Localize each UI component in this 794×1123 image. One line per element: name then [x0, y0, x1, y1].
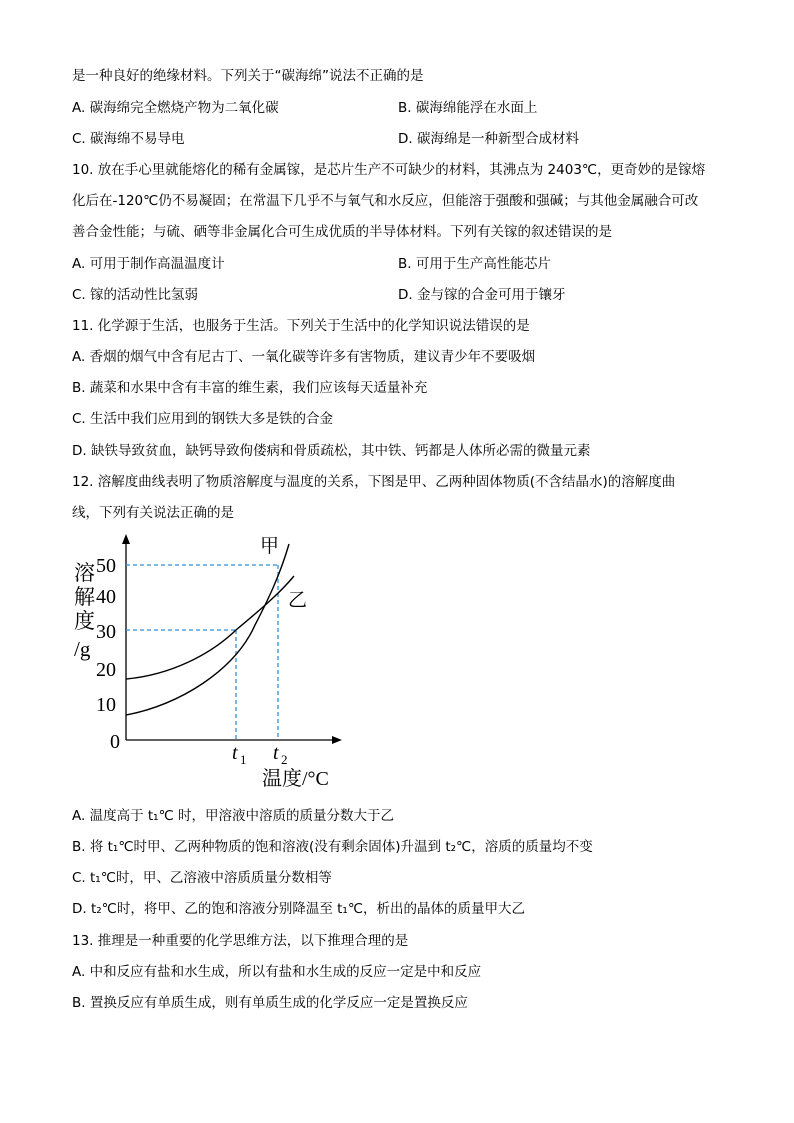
q12-stem-line2: 线，下列有关说法正确的是: [72, 505, 234, 521]
solubility-curve-chart: [60, 530, 360, 795]
y-axis-arrow: [122, 534, 130, 544]
y-label-char-2: 解: [74, 585, 95, 609]
y-tick-20: 20: [96, 659, 116, 681]
q10-stem-line3: 善合金性能；与硫、硒等非金属化合可生成优质的半导体材料。下列有关镓的叙述错误的是: [72, 224, 612, 240]
x-tick-t2: t: [273, 742, 279, 764]
q11-option-c: C. 生活中我们应用到的钢铁大多是铁的合金: [72, 411, 334, 427]
y-label-char-1: 溶: [74, 561, 95, 585]
q10-option-c: C. 镓的活动性比氢弱: [72, 287, 199, 303]
y-label-char-3: 度: [74, 609, 95, 633]
q12-option-c: C. t₁℃时，甲、乙溶液中溶质质量分数相等: [72, 870, 332, 886]
q9-option-c: C. 碳海绵不易导电: [72, 131, 185, 147]
q9-option-b: B. 碳海绵能浮在水面上: [398, 100, 538, 116]
x-tick-t1: t: [232, 742, 238, 764]
y-label-char-4: /g: [74, 637, 91, 661]
q11-option-b: B. 蔬菜和水果中含有丰富的维生素，我们应该每天适量补充: [72, 380, 428, 396]
q10-stem-line1: 10. 放在手心里就能熔化的稀有金属镓，是芯片生产不可缺少的材料，其沸点为 2403℃，更奇妙的是镓熔: [72, 162, 706, 178]
q10-option-a: A. 可用于制作高温温度计: [72, 256, 225, 272]
q12-option-a: A. 温度高于 t₁℃ 时，甲溶液中溶质的质量分数大于乙: [72, 808, 395, 824]
curve-yi: [126, 576, 294, 679]
q10-option-b: B. 可用于生产高性能芯片: [398, 256, 551, 272]
q9-option-d: D. 碳海绵是一种新型合成材料: [398, 131, 579, 147]
q13-option-a: A. 中和反应有盐和水生成，所以有盐和水生成的反应一定是中和反应: [72, 964, 482, 980]
y-tick-40: 40: [96, 586, 116, 608]
q12-option-d: D. t₂℃时，将甲、乙的饱和溶液分别降温至 t₁℃，析出的晶体的质量甲大乙: [72, 901, 526, 917]
series-label-yi: 乙: [288, 590, 308, 611]
x-label: 温度/°C: [262, 768, 329, 790]
x-tick-t1-sub: 1: [240, 752, 247, 767]
q9-option-a: A. 碳海绵完全燃烧产物为二氧化碳: [72, 100, 279, 116]
y-tick-10: 10: [96, 694, 116, 716]
x-tick-t2-sub: 2: [281, 752, 288, 767]
y-tick-50: 50: [96, 555, 116, 577]
q9-stem: 是一种良好的绝缘材料。下列关于“碳海绵”说法不正确的是: [72, 68, 424, 84]
x-axis-arrow: [332, 736, 342, 744]
q10-stem-line2: 化后在-120℃仍不易凝固；在常温下几乎不与氧气和水反应，但能溶于强酸和强碱；与其他金属融合可改: [72, 193, 699, 209]
q13-stem: 13. 推理是一种重要的化学思维方法，以下推理合理的是: [72, 933, 409, 949]
y-tick-0: 0: [110, 731, 120, 753]
series-label-jia: 甲: [260, 536, 280, 557]
q11-option-d: D. 缺铁导致贫血，缺钙导致佝偻病和骨质疏松，其中铁、钙都是人体所必需的微量元素: [72, 443, 591, 459]
q12-option-b: B. 将 t₁℃时甲、乙两种物质的饱和溶液(没有剩余固体)升温到 t₂℃，溶质的质量均不变: [72, 839, 593, 855]
q11-option-a: A. 香烟的烟气中含有尼古丁、一氧化碳等许多有害物质，建议青少年不要吸烟: [72, 349, 536, 365]
q12-stem-line1: 12. 溶解度曲线表明了物质溶解度与温度的关系，下图是甲、乙两种固体物质(不含结晶水)的溶解度曲: [72, 474, 676, 490]
y-tick-30: 30: [96, 621, 116, 643]
q10-option-d: D. 金与镓的合金可用于镶牙: [398, 287, 566, 303]
q11-stem: 11. 化学源于生活，也服务于生活。下列关于生活中的化学知识说法错误的是: [72, 318, 530, 334]
q13-option-b: B. 置换反应有单质生成，则有单质生成的化学反应一定是置换反应: [72, 995, 468, 1011]
